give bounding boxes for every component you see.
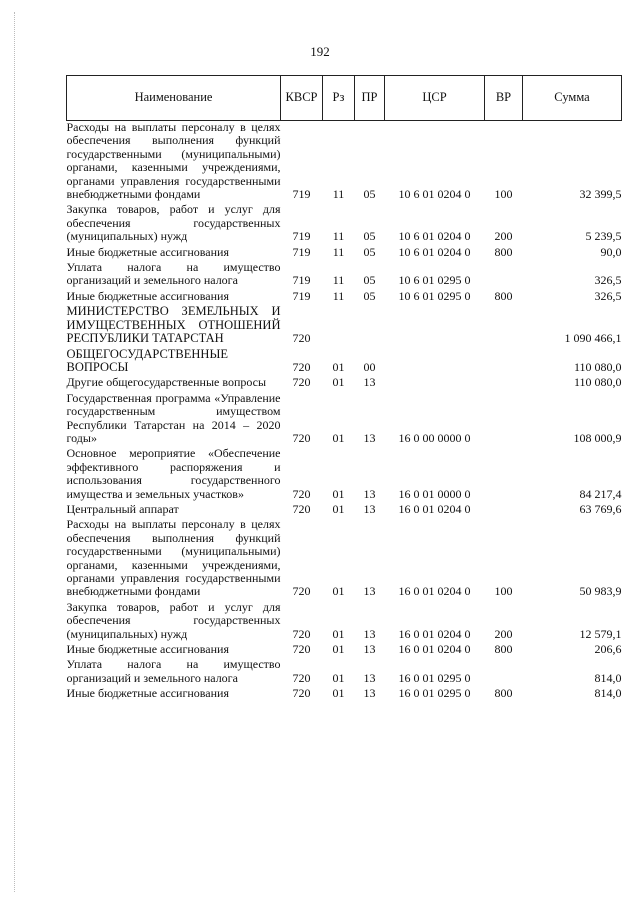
cell-sum: 5 239,5 bbox=[585, 229, 622, 244]
cell-vr: 800 bbox=[494, 244, 513, 259]
cell-kvsr: 719 bbox=[292, 288, 311, 303]
cell-pr: 13 bbox=[363, 626, 376, 641]
cell-rz: 01 bbox=[332, 359, 345, 374]
cell-pr: 05 bbox=[363, 244, 376, 259]
cell-sum: 206,6 bbox=[594, 642, 622, 657]
cell-vr: 100 bbox=[494, 584, 513, 599]
table-header-row bbox=[67, 76, 622, 121]
cell-name: Уплата налога на имущество организаций и земельного налога bbox=[66, 260, 281, 288]
cell-kvsr: 720 bbox=[292, 501, 311, 516]
cell-sum: 84 217,4 bbox=[579, 486, 622, 501]
cell-kvsr: 720 bbox=[292, 359, 311, 374]
cell-rz: 11 bbox=[332, 187, 345, 202]
cell-name: Другие общегосударственные вопросы bbox=[66, 375, 267, 390]
cell-kvsr: 720 bbox=[292, 486, 311, 501]
cell-name: Закупка товаров, работ и услуг для обеспечения государственных (муниципальных) нужд bbox=[66, 599, 281, 641]
cell-rz: 01 bbox=[332, 584, 345, 599]
cell-vr bbox=[485, 305, 523, 347]
column-header-pr: ПР bbox=[355, 76, 385, 121]
cell-sum: 50 983,9 bbox=[579, 584, 622, 599]
cell-vr bbox=[485, 447, 523, 503]
cell-sum: 1 090 466,1 bbox=[564, 331, 622, 346]
column-header-rz: Рз bbox=[323, 76, 355, 121]
cell-rz: 01 bbox=[332, 670, 345, 685]
cell-pr: 13 bbox=[363, 501, 376, 516]
page-number: 192 bbox=[310, 44, 330, 59]
table-row bbox=[67, 687, 622, 702]
cell-rz: 11 bbox=[332, 229, 345, 244]
cell-vr bbox=[485, 392, 523, 448]
table-row bbox=[67, 376, 622, 391]
table-row bbox=[67, 348, 622, 377]
cell-kvsr: 720 bbox=[292, 686, 311, 701]
cell-sum: 32 399,5 bbox=[579, 187, 622, 202]
column-header-kvsr: КВСР bbox=[281, 76, 323, 121]
cell-name: Иные бюджетные ассигнования bbox=[66, 642, 229, 657]
cell-vr: 800 bbox=[494, 642, 513, 657]
cell-rz: 01 bbox=[332, 375, 345, 390]
cell-name: Расходы на выплаты персоналу в целях обеспечения выполнения функций государственными (муниципальными) органами, казенными учреждениями, органами управления государственными внебюджетными фондами bbox=[66, 120, 281, 202]
cell-pr: 13 bbox=[363, 486, 376, 501]
cell-rz bbox=[323, 305, 355, 347]
cell-pr: 13 bbox=[363, 670, 376, 685]
cell-kvsr: 720 bbox=[292, 584, 311, 599]
cell-name: Закупка товаров, работ и услуг для обеспечения государственных (муниципальных) нужд bbox=[66, 202, 281, 244]
cell-rz: 11 bbox=[332, 273, 345, 288]
column-header-vr: ВР bbox=[485, 76, 523, 121]
cell-sum: 814,0 bbox=[594, 670, 622, 685]
cell-pr: 05 bbox=[363, 229, 376, 244]
cell-kvsr: 720 bbox=[292, 375, 311, 390]
cell-csr: 10 6 01 0295 0 bbox=[398, 273, 471, 288]
cell-rz: 01 bbox=[332, 486, 345, 501]
cell-pr bbox=[355, 305, 385, 347]
cell-csr: 10 6 01 0295 0 bbox=[398, 288, 471, 303]
cell-kvsr: 719 bbox=[292, 244, 311, 259]
cell-rz: 01 bbox=[332, 501, 345, 516]
cell-vr bbox=[485, 503, 523, 518]
cell-csr: 10 6 01 0204 0 bbox=[398, 244, 471, 259]
table-row bbox=[67, 203, 622, 245]
cell-rz: 01 bbox=[332, 626, 345, 641]
cell-vr: 800 bbox=[494, 686, 513, 701]
cell-name: ОБЩЕГОСУДАРСТВЕННЫЕ ВОПРОСЫ bbox=[66, 346, 228, 374]
cell-kvsr: 720 bbox=[292, 626, 311, 641]
cell-name: Иные бюджетные ассигнования bbox=[66, 244, 229, 259]
cell-name: Иные бюджетные ассигнования bbox=[66, 288, 229, 303]
cell-csr bbox=[385, 376, 485, 391]
cell-kvsr: 720 bbox=[292, 642, 311, 657]
cell-name: МИНИСТЕРСТВО ЗЕМЕЛЬНЫХ И ИМУЩЕСТВЕННЫХ ОТНОШЕНИЙ РЕСПУБЛИКИ ТАТАРСТАН bbox=[66, 304, 281, 346]
cell-name: Иные бюджетные ассигнования bbox=[66, 686, 229, 701]
cell-csr: 16 0 01 0204 0 bbox=[398, 626, 471, 641]
cell-sum: 110 080,0 bbox=[573, 359, 622, 374]
cell-pr: 13 bbox=[363, 430, 376, 445]
table-row bbox=[67, 658, 622, 687]
cell-name: Расходы на выплаты персоналу в целях обеспечения выполнения функций государственными (муниципальными) органами, казенными учреждениями, органами управления государственными внебюджетными фондами bbox=[66, 517, 281, 599]
cell-sum: 90,0 bbox=[600, 244, 622, 259]
cell-vr: 100 bbox=[494, 187, 513, 202]
table-row bbox=[67, 305, 622, 347]
cell-sum: 63 769,6 bbox=[579, 501, 622, 516]
column-header-sum: Сумма bbox=[523, 76, 622, 121]
cell-vr bbox=[485, 348, 523, 377]
table-row bbox=[67, 246, 622, 261]
cell-kvsr: 720 bbox=[292, 670, 311, 685]
cell-csr: 10 6 01 0204 0 bbox=[398, 229, 471, 244]
cell-csr: 16 0 01 0295 0 bbox=[398, 670, 471, 685]
cell-kvsr: 719 bbox=[292, 273, 311, 288]
cell-vr: 200 bbox=[494, 626, 513, 641]
cell-vr: 800 bbox=[494, 288, 513, 303]
cell-csr bbox=[385, 305, 485, 347]
cell-kvsr: 719 bbox=[292, 187, 311, 202]
table-row bbox=[67, 261, 622, 290]
cell-vr bbox=[485, 658, 523, 687]
table-row bbox=[67, 643, 622, 658]
cell-name: Центральный аппарат bbox=[66, 501, 179, 516]
table-row bbox=[67, 447, 622, 503]
cell-pr: 13 bbox=[363, 584, 376, 599]
table-row bbox=[67, 121, 622, 204]
cell-sum: 814,0 bbox=[594, 686, 622, 701]
cell-vr: 200 bbox=[494, 229, 513, 244]
cell-csr bbox=[385, 348, 485, 377]
table-row bbox=[67, 503, 622, 518]
column-header-name: Наименование bbox=[67, 76, 281, 121]
cell-sum: 12 579,1 bbox=[579, 626, 622, 641]
cell-name: Уплата налога на имущество организаций и земельного налога bbox=[66, 657, 281, 685]
cell-csr: 10 6 01 0204 0 bbox=[398, 187, 471, 202]
cell-pr: 05 bbox=[363, 288, 376, 303]
cell-sum: 110 080,0 bbox=[573, 375, 622, 390]
cell-kvsr: 719 bbox=[292, 229, 311, 244]
cell-kvsr: 720 bbox=[292, 331, 311, 346]
cell-rz: 11 bbox=[332, 244, 345, 259]
table-row bbox=[67, 392, 622, 448]
budget-table bbox=[66, 75, 622, 703]
cell-csr: 16 0 00 0000 0 bbox=[398, 430, 471, 445]
cell-kvsr: 720 bbox=[292, 430, 311, 445]
cell-pr: 13 bbox=[363, 375, 376, 390]
cell-csr: 16 0 01 0204 0 bbox=[398, 584, 471, 599]
cell-rz: 01 bbox=[332, 686, 345, 701]
cell-csr: 16 0 01 0204 0 bbox=[398, 642, 471, 657]
cell-csr: 16 0 01 0295 0 bbox=[398, 686, 471, 701]
cell-sum: 326,5 bbox=[594, 273, 622, 288]
cell-name: Государственная программа «Управление государственным имуществом Республики Татарстан на 2014 – 2020 годы» bbox=[66, 390, 281, 445]
cell-pr: 00 bbox=[363, 359, 376, 374]
cell-sum: 108 000,9 bbox=[573, 430, 622, 445]
cell-rz: 11 bbox=[332, 288, 345, 303]
table-row bbox=[67, 518, 622, 600]
cell-vr bbox=[485, 376, 523, 391]
cell-rz: 01 bbox=[332, 642, 345, 657]
scan-edge-mark bbox=[14, 12, 15, 892]
table-body bbox=[67, 121, 622, 703]
cell-pr: 05 bbox=[363, 273, 376, 288]
table-row bbox=[67, 601, 622, 643]
cell-pr: 05 bbox=[363, 187, 376, 202]
cell-csr: 16 0 01 0204 0 bbox=[398, 501, 471, 516]
cell-sum: 326,5 bbox=[594, 288, 622, 303]
table-row bbox=[67, 290, 622, 305]
cell-vr bbox=[485, 261, 523, 290]
cell-name: Основное мероприятие «Обеспечение эффективного распоряжения и использования государственного имущества и земельных участков» bbox=[66, 446, 281, 501]
column-header-csr: ЦСР bbox=[385, 76, 485, 121]
cell-pr: 13 bbox=[363, 642, 376, 657]
cell-csr: 16 0 01 0000 0 bbox=[398, 486, 471, 501]
cell-pr: 13 bbox=[363, 686, 376, 701]
cell-rz: 01 bbox=[332, 430, 345, 445]
